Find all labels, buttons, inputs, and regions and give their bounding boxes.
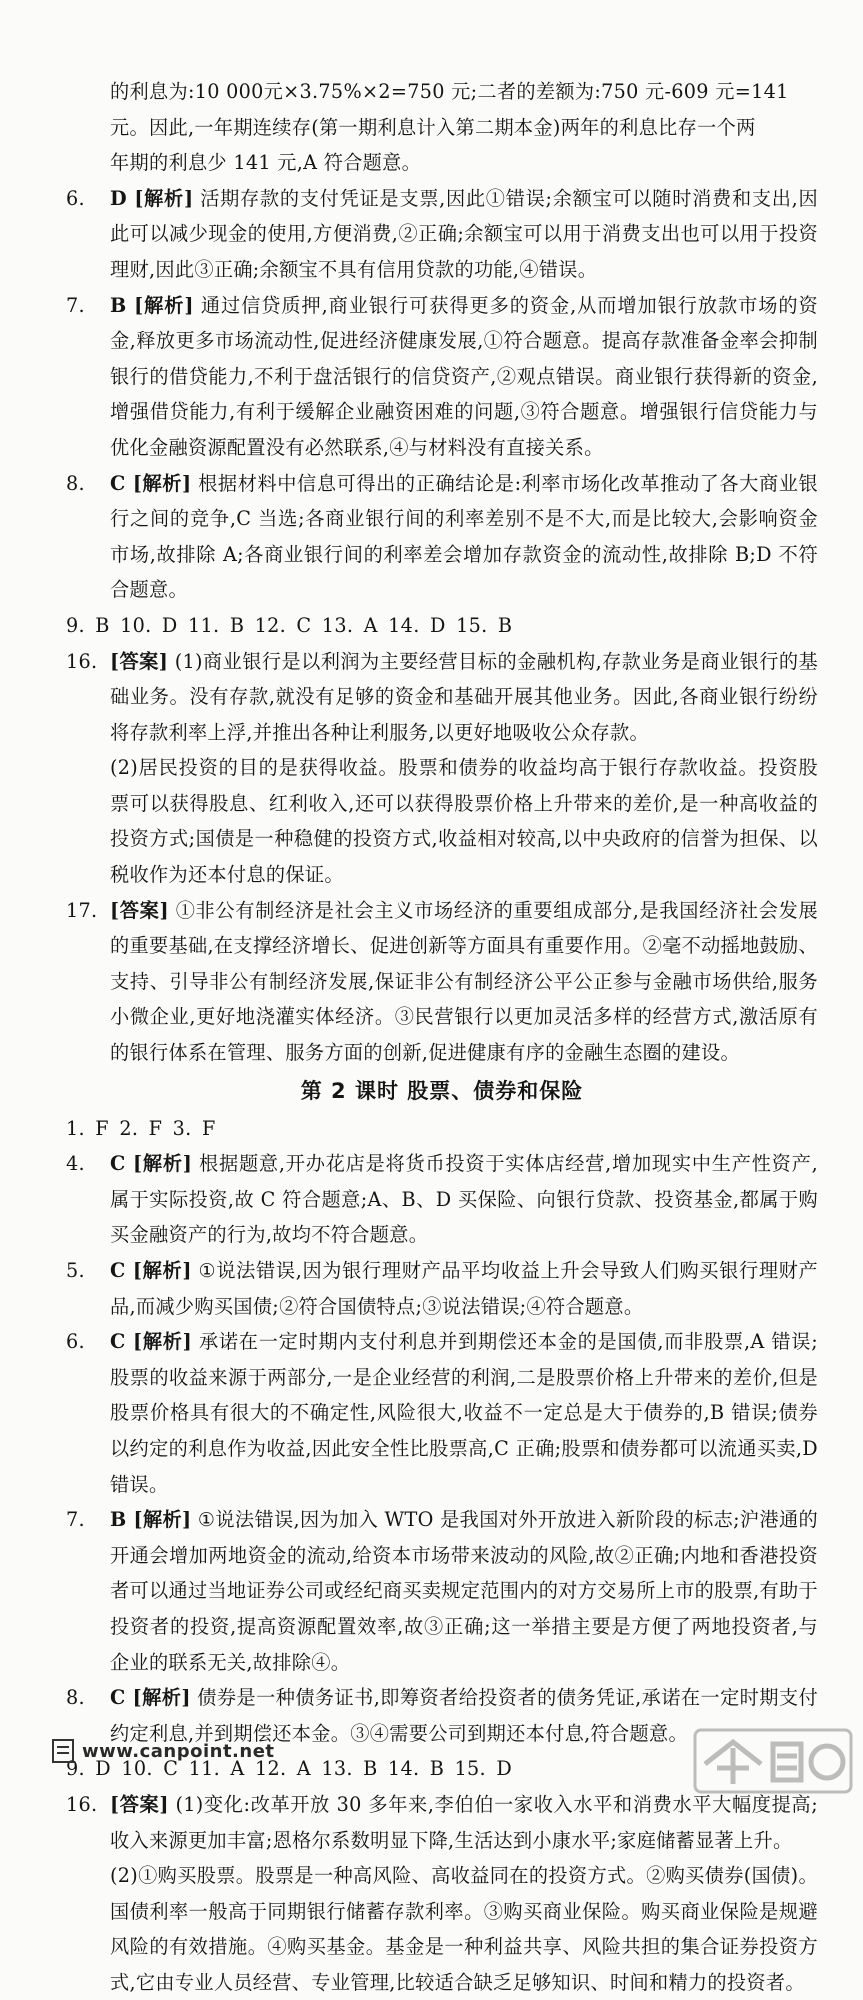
item-number: 7. xyxy=(66,1508,85,1532)
footer-url: www.canpoint.net xyxy=(82,1740,275,1762)
item-number: 6. xyxy=(66,186,85,210)
answer-item-16 xyxy=(66,644,818,893)
item-text: ①非公有制经济是社会主义市场经济的重要组成部分,是我国经济社会发展的重要基础,在支撑经济增长、促进创新等方面具有重要作用。②毫不动摇地鼓励、支持、引导非公有制经济发展,保证非公有制经济公平公正参与金融市场供给,服务小微企业,更好地浇灌实体经济。③民营银行以更加灵活多样的经营方式,激活原有的银行体系在管理、服务方面的创新,促进健康有序的金融生态圈的建设。 xyxy=(110,898,819,1065)
item-number: 8. xyxy=(66,1686,85,1710)
item-text: (1)商业银行是以利润为主要经营目标的金融机构,存款业务是商业银行的基础业务。没有存款,就没有足够的资金和基础开展其他业务。因此,各商业银行纷纷将存款利率上浮,并推出各种让利服务,以更好地吸收公众存款。 xyxy=(110,649,818,744)
section-title: 第 2 课时 股票、债券和保险 xyxy=(300,1078,584,1103)
item-number: 16. xyxy=(66,649,98,673)
answer-item-7 xyxy=(66,288,818,466)
item-text: 通过信贷质押,商业银行可获得更多的资金,从而增加银行放款市场的资金,释放更多市场流动性,促进经济健康发展,①符合题意。提高存款准备金率会抑制银行的借贷能力,不利于盘活银行的信贷资产,②观点错误。商业银行获得新的资金,增强借贷能力,有利于缓解企业融资困难的问题,③符合题意。增强银行信贷能力与优化金融资源配置没有必然联系,④与材料没有直接关系。 xyxy=(110,293,819,459)
answer-item-6b xyxy=(66,1324,818,1502)
item-number: 6. xyxy=(66,1330,85,1354)
item-tag: [答案] xyxy=(110,649,169,673)
item-number: 16. xyxy=(66,1792,98,1816)
item-text-part2: (2)①购买股票。股票是一种高风险、高收益同在的投资方式。②购买债券(国债)。国债利率一般高于同期银行储蓄存款利率。③购买商业保险。购买商业保险是规避风险的有效措施。④购买基金。基金是一种利益共享、风险共担的集合证券投资方式,它由专业人员经营、专业管理,比较适合缺乏足够知识、时间和精力的投资者。 xyxy=(110,1864,818,1994)
item-number: 17. xyxy=(66,898,98,922)
answer-item-5 xyxy=(66,1253,818,1324)
item-text: 根据题意,开办花店是将货币投资于实体店经营,增加现实中生产性资产,属于实际投资,故 C 符合题意;A、B、D 买保险、向银行贷款、投资基金,都属于购买金融资产的行为,故均不符合题意。 xyxy=(110,1152,818,1247)
intro-line: 的利息为:10 000元×3.75%×2=750 元;二者的差额为:750 元-609 元=141 xyxy=(110,80,789,103)
item-tag: C [解析] xyxy=(110,1152,193,1176)
answer-item-4 xyxy=(66,1146,818,1253)
page-footer xyxy=(52,1739,275,1763)
item-text: 债券是一种债务证书,即筹资者给投资者的债务凭证,承诺在一定时期支付约定利息,并到期偿还本金。③④需要公司到期还本付息,符合题意。 xyxy=(110,1686,818,1745)
item-tag: C [解析] xyxy=(110,1330,193,1354)
item-tag: [答案] xyxy=(110,898,169,922)
item-text-part2: (2)居民投资的目的是获得收益。股票和债券的收益均高于银行存款收益。投资股票可以获得股息、红利收入,还可以获得股票价格上升带来的差价,是一种高收益的投资方式;国债是一种稳健的投资方式,收益相对较高,以中央政府的信誉为担保、以税收作为还本付息的保证。 xyxy=(110,756,818,887)
answer-item-17 xyxy=(66,893,818,1071)
answer-item-8 xyxy=(66,466,818,608)
item-text: 活期存款的支付凭证是支票,因此①错误;余额宝可以随时消费和支出,因此可以减少现金的使用,方便消费,②正确;余额宝可以用于消费支出也可以用于投资理财,因此③正确;余额宝不具有信用贷款的功能,④错误。 xyxy=(110,186,818,281)
brief-answers-9-15: 9. B 10. D 11. B 12. C 13. A 14. D 15. B xyxy=(66,613,513,637)
item-number: 4. xyxy=(66,1152,85,1176)
intro-line: 年期的利息少 141 元,A 符合题意。 xyxy=(110,151,422,175)
book-icon xyxy=(52,1739,74,1763)
item-tag: [答案] xyxy=(110,1792,169,1816)
answer-content xyxy=(66,74,818,2000)
answer-item-6 xyxy=(66,181,818,288)
item-text: ①说法错误,因为银行理财产品平均收益上升会导致人们购买银行理财产品,而减少购买国债;②符合国债特点;③说法错误;④符合题意。 xyxy=(110,1259,818,1318)
item-number: 5. xyxy=(66,1259,85,1282)
brief-answers-9-15b: 9. D 10. C 11. A 12. A 13. B 14. B 15. D xyxy=(66,1757,513,1781)
item-tag: B [解析] xyxy=(110,293,194,317)
item-text: (1)变化:改革开放 30 多年来,李伯伯一家收入水平和消费水平大幅度提高;收入来源更加丰富;恩格尔系数明显下降,生活达到小康水平;家庭储蓄显著上升。 xyxy=(110,1792,818,1852)
item-number: 8. xyxy=(66,471,85,495)
item-tag: B [解析] xyxy=(110,1508,192,1532)
item-text: ①说法错误,因为加入 WTO 是我国对外开放进入新阶段的标志;沪港通的开通会增加两地资金的流动,给资本市场带来波动的风险,故②正确;内地和香港投资者可以通过当地证券公司或经纪商买卖规定范围内的对方交易所上市的股票,有助于投资者的投资,提高资源配置效率,故③正确;这一举措主要是方便了两地投资者,与企业的联系无关,故排除④。 xyxy=(110,1508,818,1674)
answer-item-7b xyxy=(66,1502,818,1680)
item-number: 7. xyxy=(66,293,85,317)
brief-answers-1-3: 1. F 2. F 3. F xyxy=(66,1116,216,1140)
intro-line: 元。因此,一年期连续存(第一期利息计入第二期本金)两年的利息比存一个两 xyxy=(110,115,756,139)
item-tag: C [解析] xyxy=(110,471,192,495)
answer-item-16b xyxy=(66,1787,818,2000)
item-tag: C [解析] xyxy=(110,1686,191,1710)
watermark-logo xyxy=(693,1728,853,1794)
item-tag: C [解析] xyxy=(110,1259,192,1282)
item-text: 根据材料中信息可得出的正确结论是:利率市场化改革推动了各大商业银行之间的竞争,C 当选;各商业银行间的利率差别不是不大,而是比较大,会影响资金市场,故排除 A;各商业银行间的利率差会增加存款资金的流动性,故排除 B;D 不符合题意。 xyxy=(110,471,818,602)
intro-paragraph xyxy=(66,74,818,181)
item-text: 承诺在一定时期内支付利息并到期偿还本金的是国债,而非股票,A 错误;股票的收益来源于两部分,一是企业经营的利润,二是股票价格上升带来的差价,但是股票价格具有很大的不确定性,风险很大,收益不一定总是大于债券的,B 错误;债券以约定的利息作为收益,因此安全性比股票高,C 正确;股票和债券都可以流通买卖,D 错误。 xyxy=(110,1330,818,1496)
item-tag: D [解析] xyxy=(110,186,194,210)
